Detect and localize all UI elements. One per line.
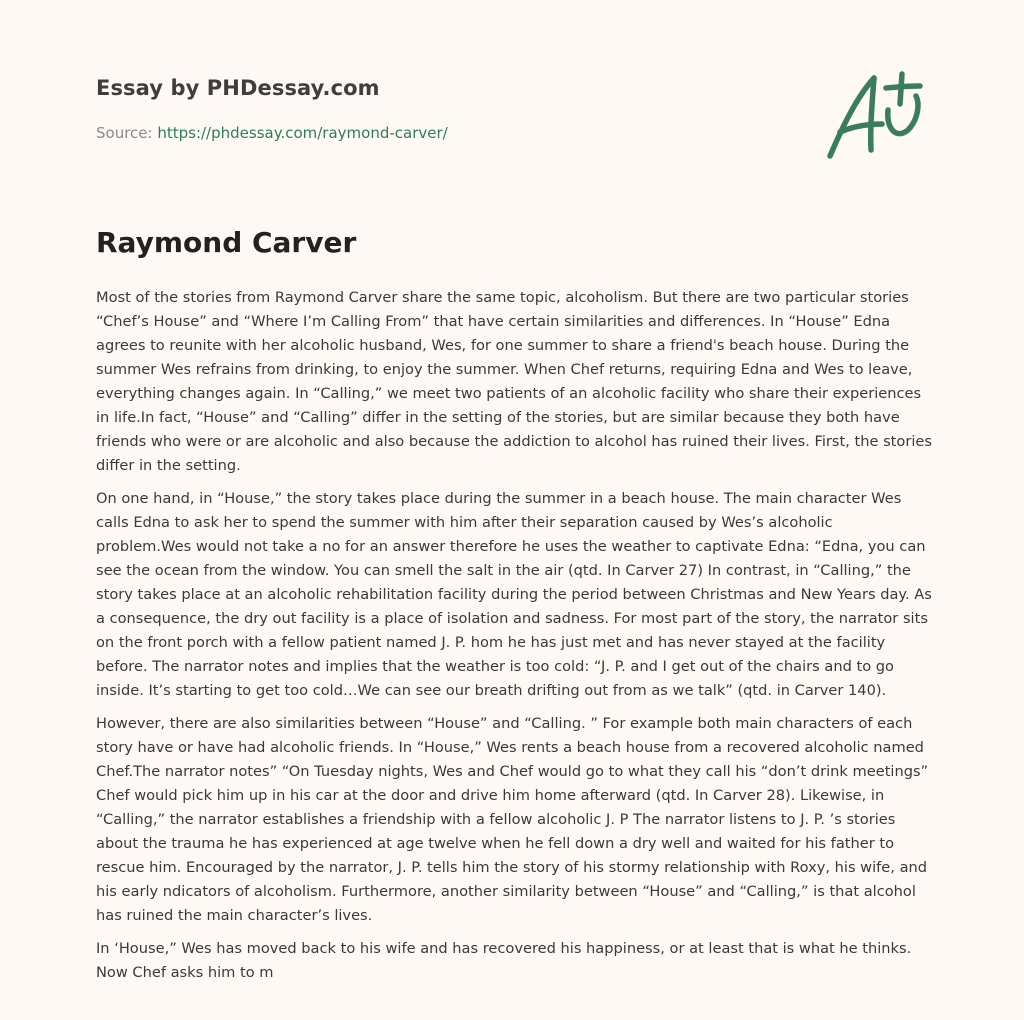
essay-body bbox=[96, 286, 932, 994]
site-brand: Essay by PHDessay.com bbox=[96, 76, 380, 100]
essay-paragraph: However, there are also similarities between “House” and “Calling. ” For example both main characters of each story have or have had alcoholic friends. In “House,” Wes rents a beach house from a recovered alcoholic named Chef.The narrator notes” “On Tuesday nights, Wes and Chef would go to what they call his “don’t drink meetings” Chef would pick him up in his car at the door and drive him home afterward (qtd. In Carver 28). Likewise, in “Calling,” the narrator establishes a friendship with a fellow alcoholic J. P The narrator listens to J. P. ’s stories about the trauma he has experienced at age twelve when he fell down a dry well and waited for his father to rescue him. Encouraged by the narrator, J. P. tells him the story of his stormy relationship with Roxy, his wife, and his early ndicators of alcoholism. Furthermore, another similarity between “House” and “Calling,” is that alcohol has ruined the main character’s lives. bbox=[96, 715, 929, 924]
essay-title: Raymond Carver bbox=[96, 226, 357, 259]
source-line bbox=[96, 124, 448, 142]
source-label: Source: bbox=[96, 124, 158, 142]
essay-paragraph: In ‘House,” Wes has moved back to his wife and has recovered his happiness, or at least that is what he thinks. Now Chef asks him to m bbox=[96, 940, 912, 981]
essay-paragraph: On one hand, in “House,” the story takes place during the summer in a beach house. The main character Wes calls Edna to ask her to spend the summer with him after their separation caused by Wes’s alcoholic problem.Wes would not take a no for an answer therefore he uses the weather to captivate Edna: “Edna, you can see the ocean from the window. You can smell the salt in the air (qtd. In Carver 27) In contrast, in “Calling,” the story takes place at an alcoholic rehabilitation facility during the period between Christmas and New Years day. As a consequence, the dry out facility is a place of isolation and sadness. For most part of the story, the narrator sits on the front porch with a fellow patient named J. P. hom he has just met and has never stayed at the facility before. The narrator notes and implies that the weather is too cold: “J. P. and I get out of the chairs and to go inside. It’s starting to get too cold…We can see our breath drifting out from as we talk” (qtd. in Carver 140). bbox=[96, 490, 932, 699]
a-plus-icon bbox=[822, 68, 926, 164]
source-link[interactable]: https://phdessay.com/raymond-carver/ bbox=[157, 124, 448, 142]
essay-paragraph: Most of the stories from Raymond Carver share the same topic, alcoholism. But there are two particular stories “Chef’s House” and “Where I’m Calling From” that have certain similarities and differences. In “House” Edna agrees to reunite with her alcoholic husband, Wes, for one summer to share a friend's beach house. During the summer Wes refrains from drinking, to enjoy the summer. When Chef returns, requiring Edna and Wes to leave, everything changes again. In “Calling,” we meet two patients of an alcoholic facility who share their experiences in life.In fact, “House” and “Calling” differ in the setting of the stories, but are similar because they both have friends who were or are alcoholic and also because the addiction to alcohol has ruined their lives. First, the stories differ in the setting. bbox=[96, 289, 932, 474]
